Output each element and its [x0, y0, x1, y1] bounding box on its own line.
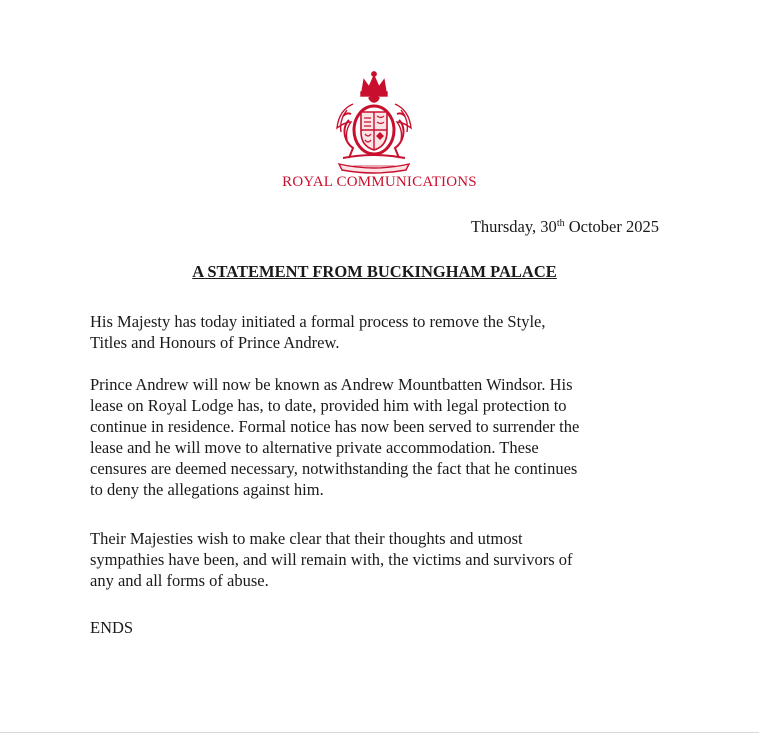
paragraph-line: lease and he will move to alternative private accommodation. These — [90, 438, 539, 457]
paragraph-line: Titles and Honours of Prince Andrew. — [90, 333, 340, 352]
paragraph-line: lease on Royal Lodge has, to date, provided him with legal protection to — [90, 396, 567, 415]
paragraph-2 — [90, 374, 680, 500]
royal-crest-icon — [329, 70, 419, 174]
paragraph-line: sympathies have been, and will remain with, the victims and survivors of — [90, 550, 573, 569]
paragraph-3 — [90, 528, 680, 591]
date-prefix: Thursday, 30 — [470, 217, 557, 236]
statement-headline: A STATEMENT FROM BUCKINGHAM PALACE — [192, 262, 557, 281]
paragraph-line: Prince Andrew will now be known as Andrew Mountbatten Windsor. His — [90, 375, 573, 394]
organization-heading: ROYAL COMMUNICATIONS — [282, 174, 477, 190]
paragraph-line: censures are deemed necessary, notwithstanding the fact that he continues — [90, 459, 578, 478]
paragraph-line: His Majesty has today initiated a formal process to remove the Style, — [90, 312, 546, 331]
paragraph-line: continue in residence. Formal notice has now been served to surrender the — [90, 417, 580, 436]
date-ordinal-suffix: th — [556, 218, 565, 229]
paragraph-1 — [90, 311, 680, 353]
closing-ends: ENDS — [90, 618, 134, 637]
bottom-divider — [0, 732, 759, 733]
paragraph-line: any and all forms of abuse. — [90, 571, 269, 590]
paragraph-line: to deny the allegations against him. — [90, 480, 324, 499]
paragraph-line: Their Majesties wish to make clear that their thoughts and utmost — [90, 529, 523, 548]
date-rest: October 2025 — [564, 217, 659, 236]
statement-date — [471, 217, 659, 237]
